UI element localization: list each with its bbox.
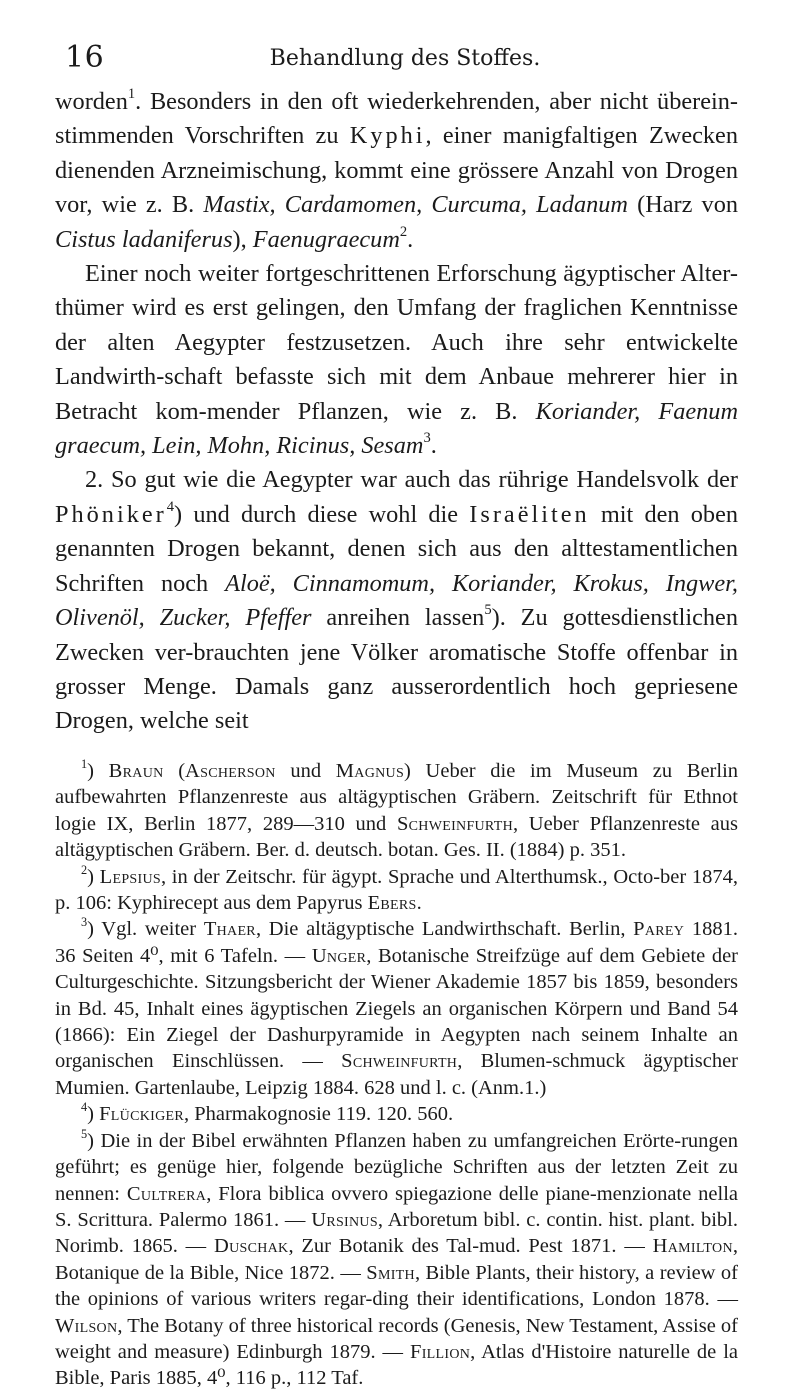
footnote-4: $^4$) Flückiger, Pharmakognosie 119. 120. 560.	[81, 1100, 454, 1126]
author-name: Smith	[366, 1261, 415, 1284]
italic-drug-name: Faenugraecum	[252, 225, 400, 253]
author-name: Fillion	[410, 1340, 471, 1363]
author-name: Schweinfurth	[341, 1050, 458, 1073]
spaced-term: Kyphi	[349, 122, 426, 150]
author-name: Lepsius	[99, 865, 161, 888]
paragraph: 2. So gut wie die Aegypter war auch das rührige Handelsvolk der Phöniker$^4$) und durch diese wohl die Israëliten mit den oben genannten Drogen bekannt, denen sich aus den alttestamentlichen Schriften noch Aloë, Cinnamomum, Koriander, Krokus, Ingwer, Olivenöl, Zucker, Pfeffer anreihen lassen$^5$). Zu gottesdienstlichen Zwecken ver-brauchten jene Völker aromatische Stoffe offenbar in grosser Menge. Damals ganz ausserordentlich hoch gepriesene Drogen, welche seit	[55, 466, 738, 735]
author-name: Ebers	[367, 892, 417, 915]
author-name: Thaer	[203, 918, 256, 941]
footnote-ref[interactable]: 1	[127, 86, 136, 103]
paragraph: worden$^1$. Besonders in den oft wiederkehrenden, aber nicht überein-stimmenden Vorschriften zu Kyphi, einer manigfaltigen Zwecken dienenden Arzneimischung, kommt eine grössere Anzahl von Drogen vor, wie z. B. Mastix, Cardamomen, Curcuma, Ladanum (Harz von Cistus ladaniferus), Faenugraecum$^2$.	[55, 86, 739, 253]
running-head: Behandlung des Stoffes.	[269, 46, 541, 71]
author-name: Duschak	[213, 1235, 289, 1258]
italic-plant-names: Aloë, Cinnamomum, Koriander, Krokus, Ingwer, Olivenöl, Zucker, Pfeffer	[55, 569, 738, 632]
author-name: Flückiger	[99, 1103, 184, 1126]
footnote-3: $^3$) Vgl. weiter Thaer, Die altägyptische Landwirthschaft. Berlin, Parey 1881. 36 Seiten 4⁰, mit 6 Tafeln. — Unger, Botanische Streifzüge auf dem Gebiete der Culturgeschichte. Sitzungsbericht der Wiener Akademie 1857 bis 1859, besonders in Bd. 45, Inhalt eines ägyptischen Ziegels an organischen Körpern und Band 54 (1866): Ein Ziegel der Dashurpyramide in Aegypten nach seinem Inhalte an organischen Einschlüssen. — Schweinfurth, Blumen-schmuck ägyptischer Mumien. Gartenlaube, Leipzig 1884. 628 und l. c. (Anm.1.)	[55, 915, 738, 1099]
author-name: Magnus	[335, 760, 405, 782]
author-name: Unger	[311, 944, 367, 967]
footnote-ref[interactable]: 2	[399, 223, 408, 240]
author-name: Wilson	[55, 1314, 118, 1337]
author-name: Parey	[633, 918, 685, 941]
footnote-ref[interactable]: 5	[484, 602, 492, 619]
author-name: Braun	[108, 760, 164, 782]
author-name: Ascherson	[185, 760, 276, 782]
footnote-2: $^2$) Lepsius, in der Zeitschr. für ägypt. Sprache und Alterthumsk., Octo-ber 1874, p. 106: Kyphirecept aus dem Papyrus Ebers.	[55, 862, 738, 915]
footnote-ref[interactable]: 3	[423, 430, 431, 447]
author-name: Hamilton	[652, 1235, 733, 1258]
italic-plant-names: Koriander, Faenum graecum, Lein, Mohn, Ricinus, Sesam	[55, 397, 738, 460]
author-name: Schweinfurth	[396, 812, 513, 835]
footnotes	[55, 758, 738, 1392]
main-text	[55, 85, 738, 739]
footnote-1: $^1$) Braun (Ascherson und Magnus) Ueber die im Museum zu Berlin aufbewahrten Pflanzenreste aus altägyptischen Gräbern. Zeitschrift für Ethnot logie IX, Berlin 1877, 289—310 und Schweinfurth, Ueber Pflanzenreste aus altägyptischen Gräbern. Ber. d. deutsch. botan. Ges. II. (1884) p. 351.	[55, 756, 739, 862]
footnote-5: $^5$) Die in der Bibel erwähnten Pflanzen haben zu umfangreichen Erörte-rungen geführt; es genüge hier, folgende bezügliche Schriften aus der letzten Zeit zu nennen: Cultrera, Flora biblica ovvero spiegazione delle piane-menzionate nella S. Scrittura. Palermo 1861. — Ursinus, Arboretum bibl. c. contin. hist. plant. bibl. Norimb. 1865. — Duschak, Zur Botanik des Tal-mud. Pest 1871. — Hamilton, Botanique de la Bible, Nice 1872. — Smith, Bible Plants, their history, a review of the opinions of various writers regar-ding their identifications, London 1878. — Wilson, The Botany of three historical records (Genesis, New Testament, Assise of weight and measure) Edinburgh 1879. — Fillion, Atlas d'Histoire naturelle de la Bible, Paris 1885, 4⁰, 116 p., 112 Taf.	[55, 1126, 739, 1390]
italic-species: Cistus ladaniferus	[55, 225, 233, 253]
paragraph: Einer noch weiter fortgeschrittenen Erforschung ägyptischer Alter-thümer wird es erst gelingen, den Umfang der fraglichen Kenntnisse der alten Aegypter festzusetzen. Auch ihre sehr entwickelte Landwirth-schaft befasste sich mit dem Anbaue mehrerer hier in Betracht kom-mender Pflanzen, wie z. B. Koriander, Faenum graecum, Lein, Mohn, Ricinus, Sesam$^3$.	[55, 260, 738, 460]
author-name: Ursinus	[311, 1208, 378, 1231]
spaced-term: Phöniker	[55, 500, 167, 528]
page-number: 16	[65, 40, 105, 75]
italic-drug-names: Mastix, Cardamomen, Curcuma, Ladanum	[203, 191, 628, 219]
spaced-term: Israëliten	[469, 500, 590, 528]
page-header	[65, 38, 745, 78]
footnote-ref[interactable]: 4	[166, 498, 175, 515]
author-name: Cultrera	[126, 1182, 207, 1205]
